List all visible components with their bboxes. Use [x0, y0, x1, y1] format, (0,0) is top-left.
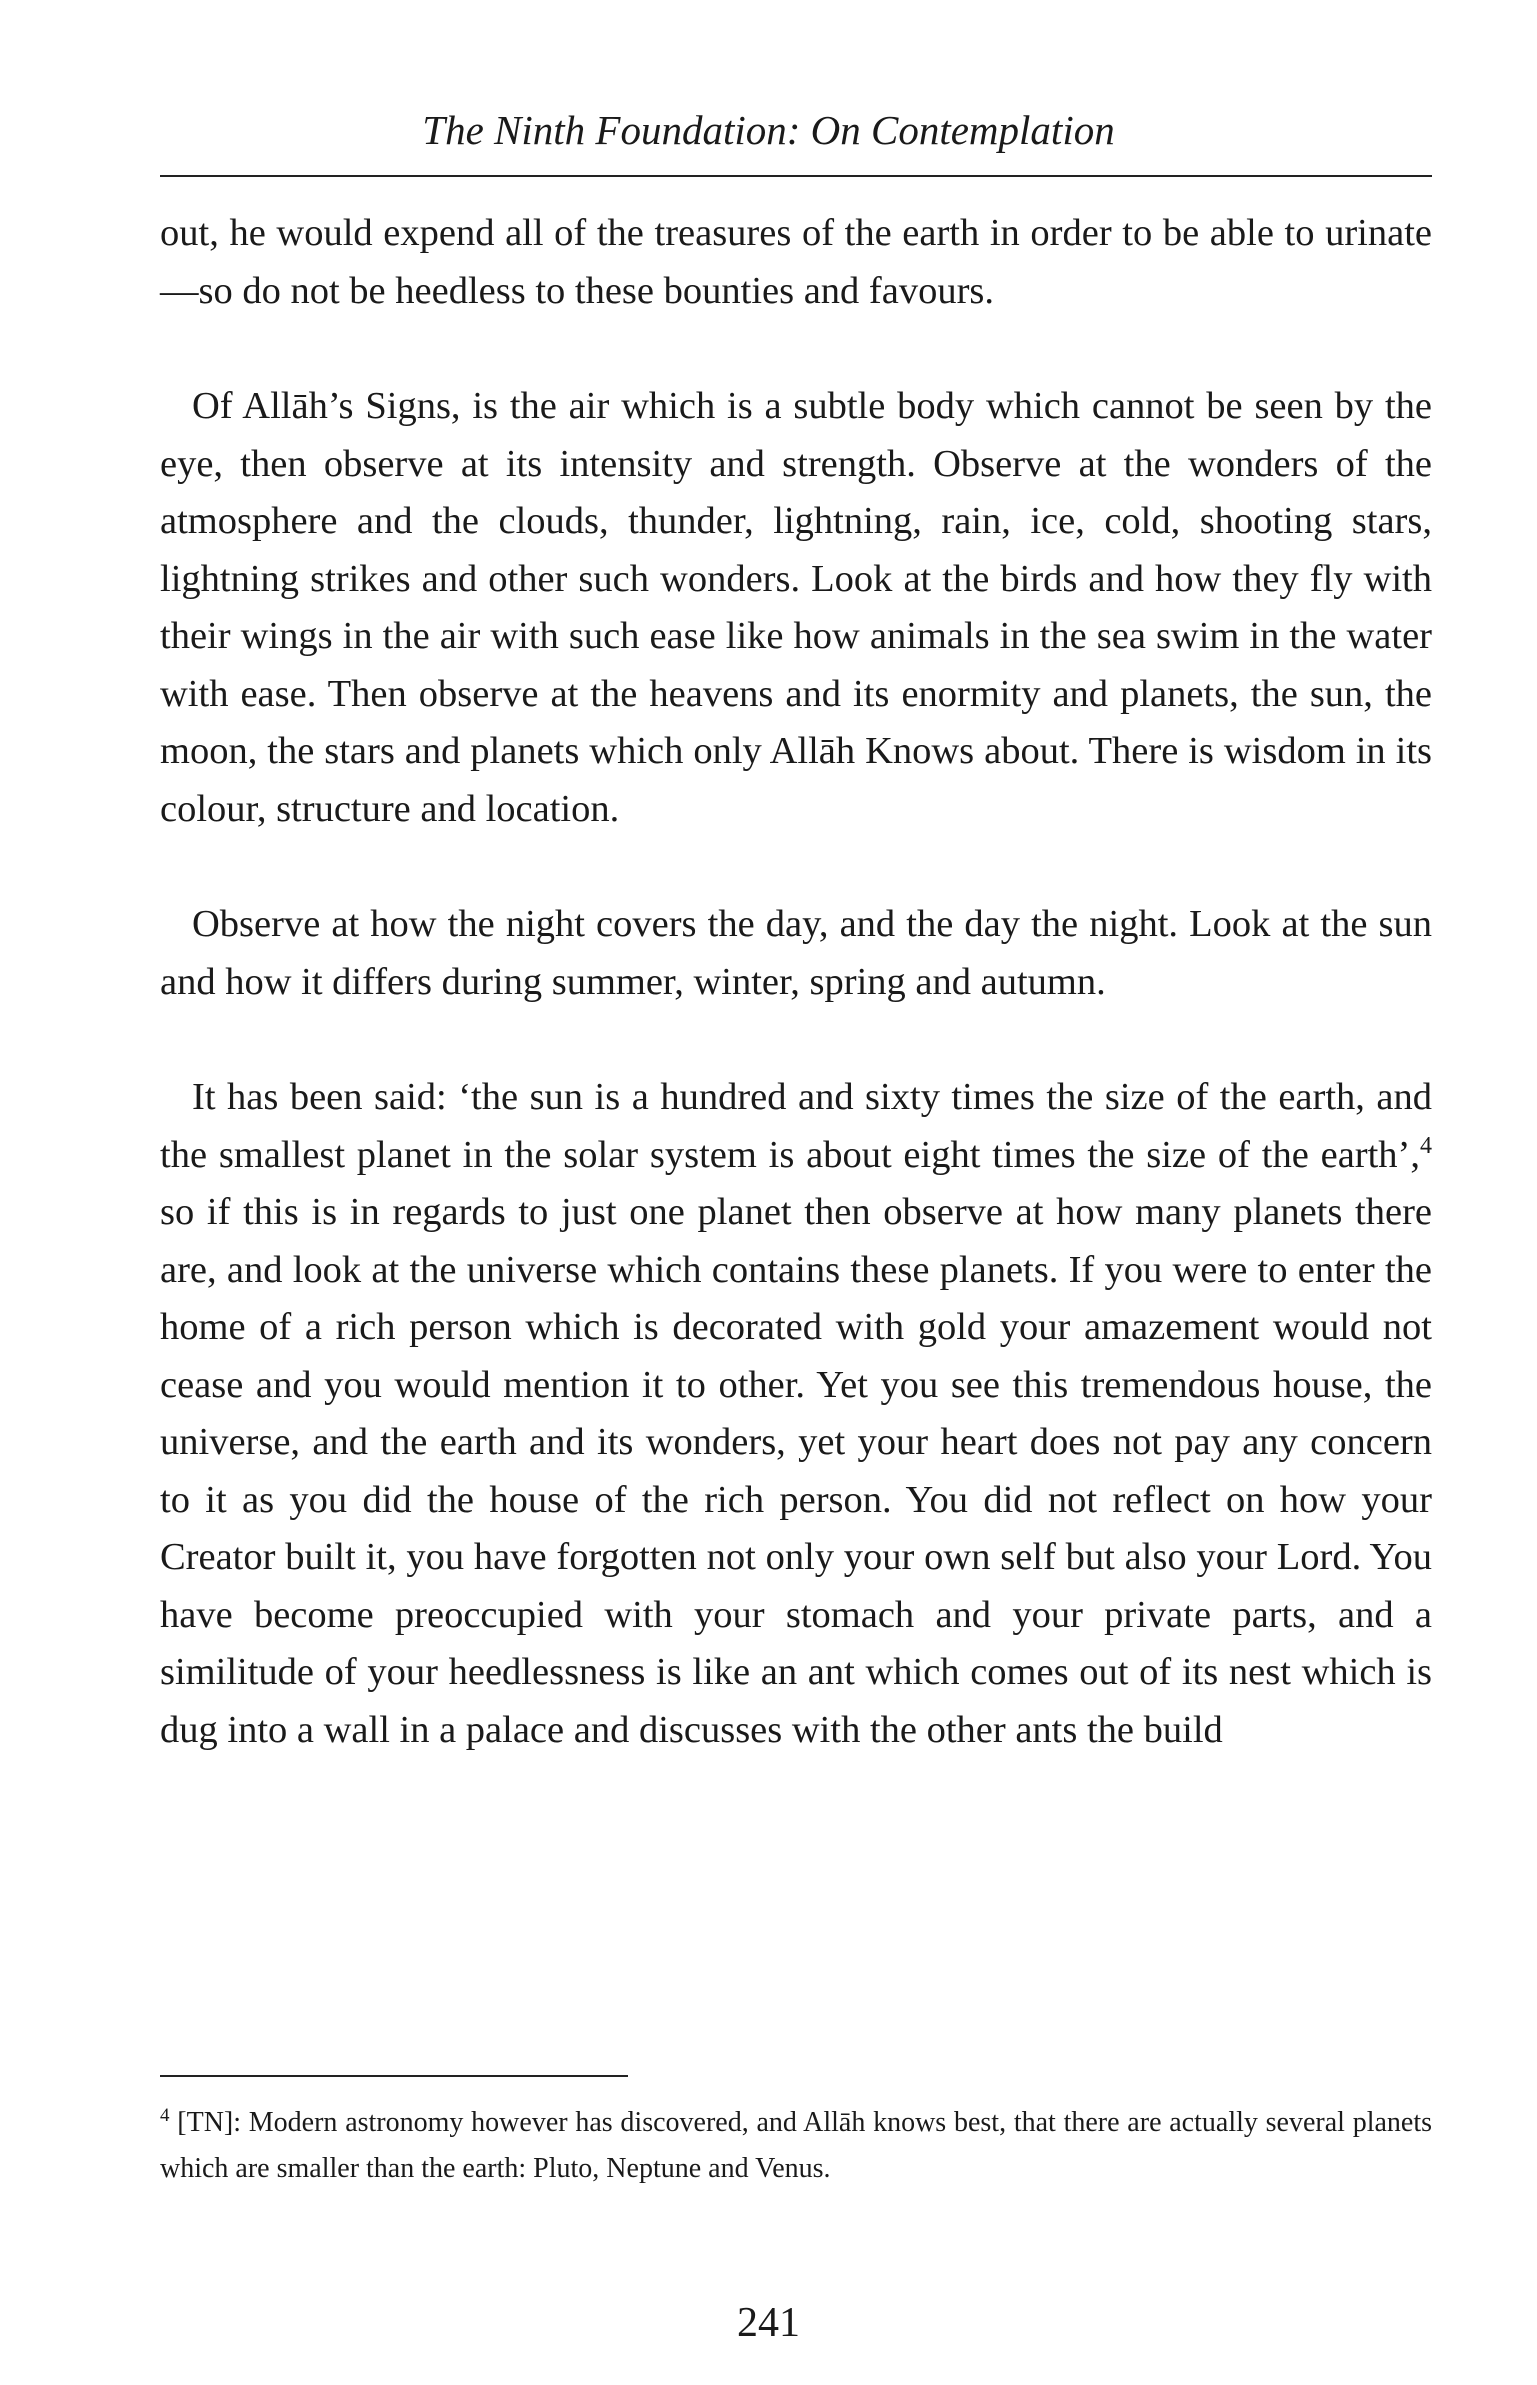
- paragraph: Of Allāh’s Signs, is the air which is a subtle body which cannot be seen by the eye, then observe at its intensity and strength. Observe at the wonders of the atmosphere and the clouds, thunder, lightning, rain, ice, cold, shooting stars, lightning strikes and other such wonders. Look at the birds and how they fly with their wings in the air with such ease like how animals in the sea swim in the water with ease. Then observe at the heavens and its enormity and planets, the sun, the moon, the stars and planets which only Allāh Knows about. There is wisdom in its colour, structure and location.: [160, 385, 1432, 830]
- footnote: [160, 2100, 1432, 2192]
- page-number: 241: [737, 2300, 800, 2346]
- footnote-number: 4: [160, 2105, 170, 2126]
- running-title: The Ninth Foundation: On Contemplation: [422, 107, 1115, 153]
- body-text: [160, 205, 1432, 1759]
- paragraph-text: so if this is in regards to just one planet then observe at how many planets there are, and look at the universe which contains these planets. If you were to enter the home of a rich person which is decorated with gold your amazement would not cease and you would mention it to other. Yet you see this tremendous house, the universe, and the earth and its wonders, yet your heart does not pay any concern to it as you did the house of the rich person. You did not reflect on how your Creator built it, you have forgotten not only your own self but also your Lord. You have become preoccupied with your stomach and your private parts, and a similitude of your heedlessness is like an ant which comes out of its nest which is dug into a wall in a palace and discusses with the other ants the build: [160, 1191, 1432, 1751]
- footnote-divider: [160, 2075, 628, 2077]
- footnote-text: [TN]: Modern astronomy however has discovered, and Allāh knows best, that there are actually several planets which are smaller than the earth: Pluto, Neptune and Venus.: [160, 2107, 1432, 2184]
- paragraph: [160, 1069, 1432, 1759]
- paragraph: Observe at how the night covers the day, and the day the night. Look at the sun and how it differs during summer, winter, spring and autumn.: [160, 903, 1432, 1003]
- header-divider: [160, 175, 1432, 177]
- footnote-reference[interactable]: 4: [1420, 1132, 1432, 1159]
- paragraph-text: It has been said: ‘the sun is a hundred and sixty times the size of the earth, and the smallest planet in the solar system is about eight times the size of the earth’,: [160, 1076, 1432, 1176]
- paragraph: out, he would expend all of the treasures of the earth in order to be able to urinate—so do not be heedless to these bounties and favours.: [160, 212, 1432, 312]
